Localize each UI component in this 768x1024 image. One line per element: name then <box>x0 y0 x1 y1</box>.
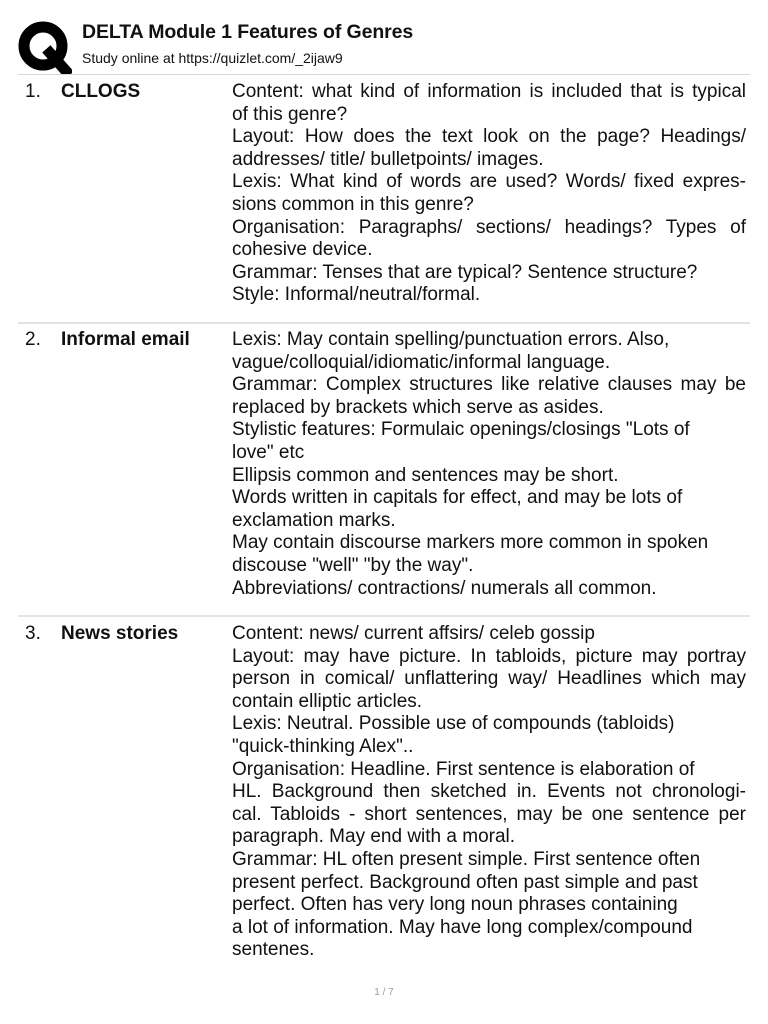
definition-line: sions common in this genre? <box>232 193 474 215</box>
entry-number: 2. <box>25 329 41 350</box>
definition-line: paragraph. May end with a moral. <box>232 826 516 848</box>
definition-line: Grammar: Complex structures like relative clauses may be <box>232 374 746 396</box>
entry-definition <box>232 81 746 307</box>
definition-line: Lexis: May contain spelling/punctuation errors. Also, <box>232 329 670 350</box>
definition-line: perfect. Often has very long noun phrases containing <box>232 894 678 916</box>
page-number: 1 / 7 <box>374 987 394 998</box>
definition-line: Organisation: Paragraphs/ sections/ headings? Types of <box>232 216 746 238</box>
definition-line: Content: news/ current affsirs/ celeb gossip <box>232 623 595 644</box>
definition-line: Content: what kind of information is included that is typical <box>232 81 746 102</box>
definition-line: Grammar: HL often present simple. First sentence often <box>232 848 701 870</box>
document-subtitle: Study online at https://quizlet.com/_2ijaw9 <box>82 50 343 66</box>
entry-term: News stories <box>61 623 179 644</box>
definition-line: cohesive device. <box>232 239 373 261</box>
definition-line: "quick-thinking Alex".. <box>232 735 414 757</box>
definition-line: of this genre? <box>232 103 348 125</box>
definition-line: cal. Tabloids - short sentences, may be one sentence per <box>232 803 746 825</box>
entry-definition <box>232 329 746 600</box>
definition-line: May contain discourse markers more common in spoken <box>232 532 709 554</box>
definition-line: discouse "well" "by the way". <box>232 554 474 576</box>
definition-line: Layout: How does the text look on the page? Headings/ <box>232 126 746 148</box>
entry-number: 3. <box>25 623 41 644</box>
entry-divider <box>18 322 750 324</box>
document-title: DELTA Module 1 Features of Genres <box>82 21 414 43</box>
definition-line: present perfect. Background often past simple and past <box>232 871 698 893</box>
definition-line: replaced by brackets which serve as asides. <box>232 396 604 418</box>
definition-line: vague/colloquial/idiomatic/informal language. <box>232 351 611 373</box>
document-header <box>18 18 750 74</box>
header-divider <box>18 74 750 75</box>
definition-line: HL. Background then sketched in. Events not chronologi- <box>232 781 746 803</box>
entry-number: 1. <box>25 81 41 102</box>
definition-line: exclamation marks. <box>232 509 396 531</box>
definition-line: Organisation: Headline. First sentence is elaboration of <box>232 758 695 780</box>
definition-line: sentenes. <box>232 939 315 961</box>
definition-line: person in comical/ unflattering way/ Headlines which may <box>232 668 746 690</box>
entry-divider <box>18 615 750 617</box>
definition-line: a lot of information. May have long complex/compound <box>232 916 693 938</box>
entry-term: Informal email <box>61 329 190 350</box>
definition-line: Lexis: What kind of words are used? Words/ fixed expres- <box>232 171 746 193</box>
definition-line: Style: Informal/neutral/formal. <box>232 284 481 306</box>
definition-line: Lexis: Neutral. Possible use of compounds (tabloids) <box>232 713 675 735</box>
definition-line: Grammar: Tenses that are typical? Sentence structure? <box>232 261 698 283</box>
definition-line: Abbreviations/ contractions/ numerals all common. <box>232 577 657 599</box>
definition-line: Ellipsis common and sentences may be short. <box>232 464 619 486</box>
definition-line: Stylistic features: Formulaic openings/closings "Lots of <box>232 419 690 441</box>
entry-definition <box>232 623 746 962</box>
definition-line: addresses/ title/ bulletpoints/ images. <box>232 148 544 170</box>
definition-line: love" etc <box>232 441 305 463</box>
definition-line: Layout: may have picture. In tabloids, picture may portray <box>232 645 746 667</box>
definition-line: Words written in capitals for effect, and may be lots of <box>232 487 683 509</box>
definition-line: contain elliptic articles. <box>232 690 423 712</box>
quizlet-logo-icon <box>18 21 72 75</box>
entry-term: CLLOGS <box>61 81 141 102</box>
